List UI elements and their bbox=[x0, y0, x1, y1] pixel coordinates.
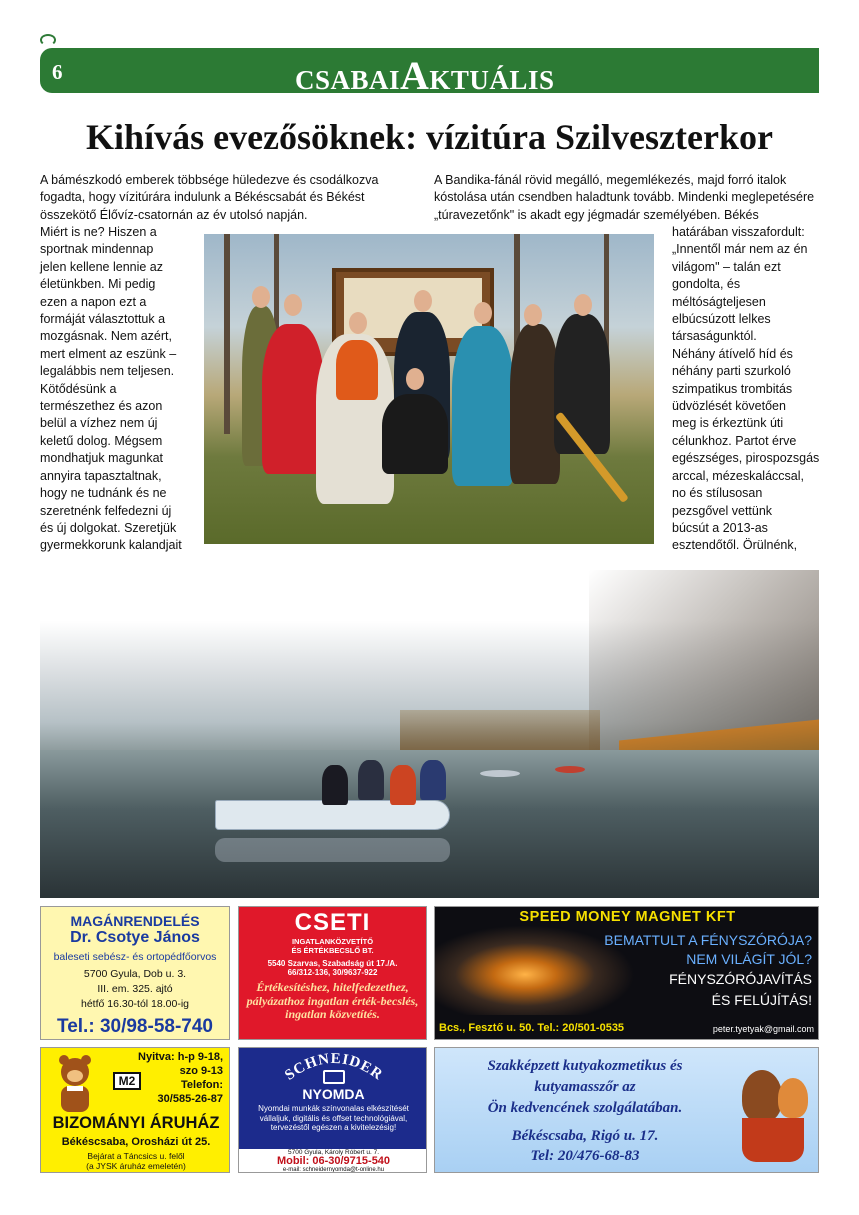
ad5-description: Nyomdai munkák színvonalas elkészítését vállaljuk, digitális és offset technológiával, tervezéstől egészen a kivitelezésig! bbox=[258, 1104, 409, 1132]
text-line: szimpatikus trombitás bbox=[672, 381, 793, 396]
ad3-line2: NEM VILÁGÍT JÓL? bbox=[686, 951, 812, 967]
text-line: elbúcsúzott lelkes bbox=[672, 312, 771, 327]
masthead bbox=[295, 52, 570, 99]
ad1-hours: hétfő 16.30-tól 18.00-ig bbox=[81, 998, 189, 1010]
ad4-hours2: szo 9-13 bbox=[179, 1065, 223, 1077]
text-line: szeretnénk felfedezni új bbox=[40, 503, 172, 518]
group-photo bbox=[204, 234, 654, 544]
ad1-phone: Tel.: 30/98-58-740 bbox=[57, 1016, 213, 1037]
ad6-address: Békéscsaba, Rigó u. 17. bbox=[511, 1128, 659, 1144]
ad4-tel-label: Telefon: bbox=[181, 1079, 223, 1091]
text-line: célunkhoz. Partot érve bbox=[672, 433, 797, 448]
ad6-phone: Tel: 20/476-68-83 bbox=[530, 1148, 640, 1164]
text-line: Néhány átívelő híd és bbox=[672, 346, 793, 361]
text-line: egészséges, pirospozsgás bbox=[672, 451, 820, 466]
text-line: és új dolgokat. Szeretjük bbox=[40, 520, 177, 535]
ad3-line1: BEMATTULT A FÉNYSZÓRÓJA? bbox=[604, 932, 812, 948]
ad-kutyakozmetika bbox=[434, 1047, 819, 1173]
ad5-email: e-mail: schneidernyomda@t-online.hu bbox=[282, 1167, 385, 1173]
text-line: mozgásnak. Nem azért, bbox=[40, 329, 172, 344]
text-line: üdvözlését követően bbox=[672, 399, 786, 414]
ad3-line4: ÉS FELÚJÍTÁS! bbox=[711, 992, 812, 1008]
ad-cseti bbox=[238, 906, 427, 1040]
text-line: természethez és azon bbox=[40, 399, 163, 414]
text-line: no és stílusosan bbox=[672, 486, 763, 501]
ad4-note1: Bejárat a Táncsics u. felől bbox=[87, 1151, 185, 1161]
text-line: mondhatjuk magunkat bbox=[40, 451, 163, 466]
ad6-line3: Ön kedvencének szolgálatában. bbox=[487, 1100, 683, 1116]
ad5-address: 5700 Gyula, Károly Róbert u. 7. bbox=[287, 1149, 380, 1156]
masthead-part-b: A bbox=[400, 53, 430, 98]
bear-mascot-icon bbox=[47, 1052, 103, 1114]
ad4-note2: (a JYSK áruház emeletén) bbox=[86, 1161, 186, 1171]
ad2-address: 5540 Szarvas, Szabadság út 17./A. bbox=[267, 959, 398, 968]
article-intro: A bámészkodó emberek többsége hüledezve és csodálkozva fogadta, hogy vízitúrára indulunk a Békéscsabát és Békést összekötő Élővíz-csatornán az év utolsó napján. bbox=[40, 173, 379, 222]
text-line: legalábbis nem teljesen. bbox=[40, 364, 175, 379]
ad1-doctor-name: Dr. Csotye János bbox=[70, 929, 200, 946]
text-line: arccal, mézeskaláccsal, bbox=[672, 468, 804, 483]
text-line: belül a vízhez nem új bbox=[40, 416, 158, 431]
article-title: Kihívás evezősöknek: vízitúra Szilveszterkor bbox=[86, 117, 773, 157]
ad-csotye bbox=[40, 906, 230, 1040]
ad4-tel: 30/585-26-87 bbox=[157, 1093, 223, 1105]
text-line: társaságunktól. bbox=[672, 329, 757, 344]
text-line: annyira tapasztaltnak, bbox=[40, 468, 162, 483]
text-line: életünkben. Mi pedig bbox=[40, 277, 156, 292]
page-number: 6 bbox=[52, 60, 63, 84]
cat-icon bbox=[778, 1078, 808, 1118]
text-line: jelen kellene lennie az bbox=[40, 259, 164, 274]
ad3-line3: FÉNYSZÓRÓJAVÍTÁS bbox=[669, 971, 812, 987]
ad2-phone: 66/312-136, 30/9637-922 bbox=[287, 968, 378, 977]
dog-icon bbox=[742, 1070, 782, 1122]
text-line: esztendőtől. Örülnénk, bbox=[672, 538, 798, 553]
bathtub-icon bbox=[742, 1118, 804, 1162]
text-line: ezen a napon ezt a bbox=[40, 294, 147, 309]
ad2-name: CSETI bbox=[294, 909, 371, 936]
ad4-hours1: Nyitva: h-p 9-18, bbox=[138, 1051, 223, 1063]
ad-bizomanyi bbox=[40, 1047, 230, 1173]
ad5-mobile: Mobil: 06-30/9715-540 bbox=[276, 1155, 391, 1167]
ad4-address: Békéscsaba, Orosházi út 25. bbox=[61, 1136, 211, 1148]
text-line: néhány parti szurkoló bbox=[672, 364, 791, 379]
text-line: mert elment az eszünk – bbox=[40, 346, 177, 361]
text-line: „Innentől már nem az én bbox=[672, 242, 808, 257]
ad3-email: peter.tyetyak@gmail.com bbox=[712, 1024, 814, 1034]
ad1-specialty: baleseti sebész- és ortopédfőorvos bbox=[53, 951, 217, 963]
ad3-title: SPEED MONEY MAGNET KFT bbox=[519, 909, 736, 925]
ad2-slogan: Értékesítéshez, hitelfedezethez, pályázathoz ingatlan érték-becslés, ingatlan közvetítés. bbox=[246, 980, 419, 1021]
ad2-sub2: ÉS ÉRTÉKBECSLŐ BT. bbox=[291, 946, 374, 955]
text-line: határában visszafordult: bbox=[672, 225, 805, 239]
text-line: búcsút a 2013-as bbox=[672, 520, 768, 535]
ad1-address-floor: III. em. 325. ajtó bbox=[97, 983, 173, 995]
article-right-intro: A Bandika-fánál rövid megálló, megemlékezés, majd forró italok kóstolása után csendben haladtunk tovább. Mindenki meglepetésére „túravezetőnk" is akadt egy jégmadár személyében. Békés bbox=[434, 173, 815, 222]
ad-speed-money bbox=[434, 906, 819, 1040]
ad6-line1: Szakképzett kutyakozmetikus és bbox=[487, 1058, 683, 1074]
article-left-column bbox=[40, 224, 205, 555]
text-line: gondolta, és bbox=[672, 277, 741, 292]
text-line: Kötődésünk a bbox=[40, 381, 117, 396]
ad5-name: NYOMDA bbox=[302, 1086, 365, 1102]
ad6-line2: kutyamasszőr az bbox=[534, 1079, 636, 1095]
masthead-part-c: KTUÁLIS bbox=[429, 65, 555, 95]
text-line: keletű dolog. Mégsem bbox=[40, 433, 163, 448]
text-line: világom" – talán ezt bbox=[672, 259, 781, 274]
text-line: Miért is ne? Hiszen a bbox=[40, 225, 157, 239]
text-line: méltóságteljesen bbox=[672, 294, 766, 309]
river-canoe-photo bbox=[40, 560, 819, 898]
ad4-badge: M2 bbox=[113, 1072, 141, 1090]
text-line: meg is érkeztünk úti bbox=[672, 416, 784, 431]
ad1-address: 5700 Gyula, Dob u. 3. bbox=[83, 968, 187, 980]
ad1-heading: MAGÁNRENDELÉS bbox=[70, 913, 200, 929]
ad2-sub1: INGATLANKÖZVETÍTŐ bbox=[291, 937, 374, 946]
book-icon bbox=[323, 1070, 345, 1084]
logo-swirl-icon bbox=[40, 34, 56, 46]
text-line: pezsgővel vettünk bbox=[672, 503, 773, 518]
text-line: hogy ne tudnánk és ne bbox=[40, 486, 167, 501]
text-line: formáját választottuk a bbox=[40, 312, 166, 327]
ad-schneider bbox=[238, 1047, 427, 1173]
article-right-column bbox=[672, 224, 822, 555]
masthead-part-a: CSABAI bbox=[295, 65, 401, 95]
text-line: gyermekkorunk kalandjait bbox=[40, 538, 182, 553]
ad4-name: BIZOMÁNYI ÁRUHÁZ bbox=[52, 1114, 220, 1132]
ad3-contact: Bcs., Fesztő u. 50. Tel.: 20/501-0535 bbox=[439, 1022, 625, 1034]
ad5-arc-text: SCHNEIDER bbox=[282, 1050, 386, 1084]
text-line: sportnak mindennap bbox=[40, 242, 154, 257]
